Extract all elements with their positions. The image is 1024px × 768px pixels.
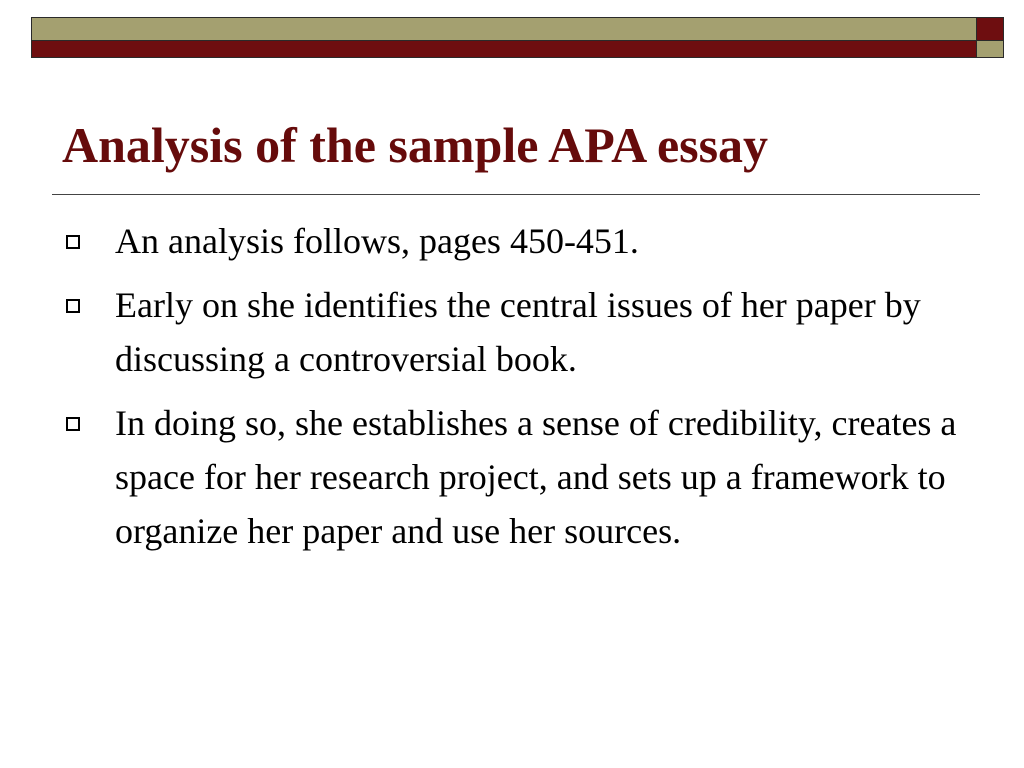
bullet-text: An analysis follows, pages 450-451. — [115, 221, 639, 261]
bullet-item — [0, 278, 1024, 386]
bullet-list — [0, 214, 1024, 568]
hollow-square-icon — [66, 417, 80, 431]
bullet-text: In doing so, she establishes a sense of credibility, creates a space for her research project, and sets up a framework to organize her paper and use her sources. — [115, 403, 957, 551]
hollow-square-icon — [66, 235, 80, 249]
header-corner-olive — [976, 40, 1004, 58]
title-divider — [52, 194, 980, 195]
bullet-item — [0, 214, 1024, 268]
bullet-item — [0, 396, 1024, 558]
header-bar-maroon — [31, 40, 977, 58]
slide-title: Analysis of the sample APA essay — [62, 117, 769, 173]
header-corner-maroon — [976, 17, 1004, 41]
bullet-text: Early on she identifies the central issues of her paper by discussing a controversial book. — [115, 285, 921, 379]
hollow-square-icon — [66, 299, 80, 313]
header-bar-olive — [31, 17, 977, 41]
